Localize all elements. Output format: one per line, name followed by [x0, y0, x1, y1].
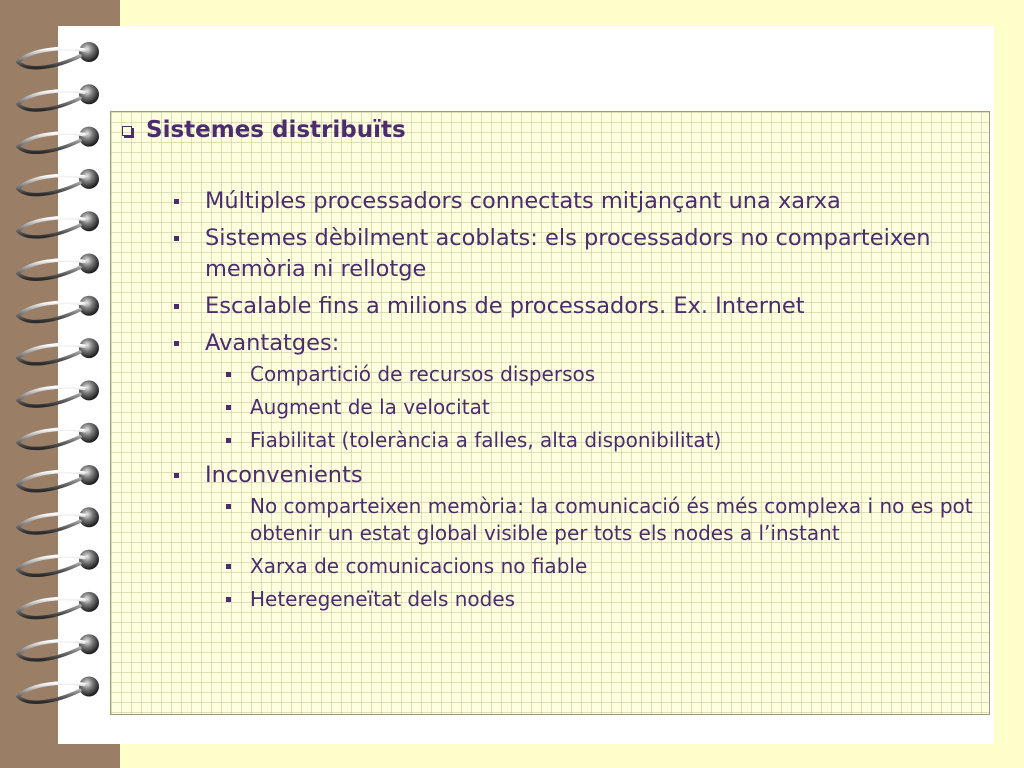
spiral-ring	[18, 254, 99, 280]
list-item-text: Escalable fins a milions de processadors. Ex. Internet	[205, 293, 805, 319]
list-item-text: Avantatges:	[205, 330, 340, 356]
sub-list-item	[170, 394, 980, 421]
sub-list-item	[170, 586, 980, 613]
square-bullet-icon	[174, 199, 179, 204]
square-bullet-icon	[174, 341, 179, 346]
checkbox-bullet-icon	[122, 126, 132, 136]
slide-heading: Sistemes distribuïts	[146, 117, 406, 143]
sub-list-item-text: Heteregeneïtat dels nodes	[250, 587, 516, 611]
sub-list-item-text: Augment de la velocitat	[250, 395, 490, 419]
spiral-ring	[18, 634, 99, 660]
spiral-ring	[18, 42, 99, 68]
list-item	[170, 186, 980, 217]
spiral-ring	[18, 211, 99, 237]
square-bullet-icon	[174, 304, 179, 309]
spiral-ring	[18, 169, 99, 195]
sub-list-item-text: No comparteixen memòria: la comunicació és més complexa i no es pot obtenir un estat global visible per tots els nodes a l’instant	[250, 494, 973, 545]
list-item-text: Inconvenients	[205, 462, 363, 488]
square-bullet-icon	[226, 405, 231, 410]
sub-list-item	[170, 361, 980, 388]
square-bullet-icon	[226, 564, 231, 569]
list-item-text: Múltiples processadors connectats mitjançant una xarxa	[205, 188, 841, 214]
sub-list-item	[170, 493, 980, 547]
square-bullet-icon	[226, 597, 231, 602]
spiral-rings	[0, 0, 120, 768]
sub-list-item-text: Xarxa de comunicacions no fiable	[250, 554, 588, 578]
bullet-list	[170, 186, 980, 619]
list-item	[170, 223, 980, 285]
square-bullet-icon	[226, 438, 231, 443]
sub-list-item-text: Compartició de recursos dispersos	[250, 362, 596, 386]
heading-row	[122, 116, 406, 144]
spiral-ring	[18, 423, 99, 449]
spiral-ring	[18, 338, 99, 364]
sub-list-item	[170, 427, 980, 454]
spiral-ring	[18, 592, 99, 618]
spiral-ring	[18, 127, 99, 153]
square-bullet-icon	[174, 236, 179, 241]
list-item	[170, 328, 980, 359]
spiral-ring	[18, 507, 99, 533]
spiral-ring	[18, 296, 99, 322]
spiral-ring	[18, 677, 99, 703]
square-bullet-icon	[226, 372, 231, 377]
spiral-ring	[18, 380, 99, 406]
spiral-ring	[18, 465, 99, 491]
spiral-ring	[18, 84, 99, 110]
sub-list-item-text: Fiabilitat (tolerància a falles, alta disponibilitat)	[250, 428, 722, 452]
list-item-text: Sistemes dèbilment acoblats: els processadors no comparteixen memòria ni rellotge	[205, 225, 931, 282]
sub-list-item	[170, 553, 980, 580]
list-item	[170, 291, 980, 322]
square-bullet-icon	[226, 504, 231, 509]
list-item	[170, 460, 980, 491]
spiral-ring	[18, 550, 99, 576]
square-bullet-icon	[174, 473, 179, 478]
